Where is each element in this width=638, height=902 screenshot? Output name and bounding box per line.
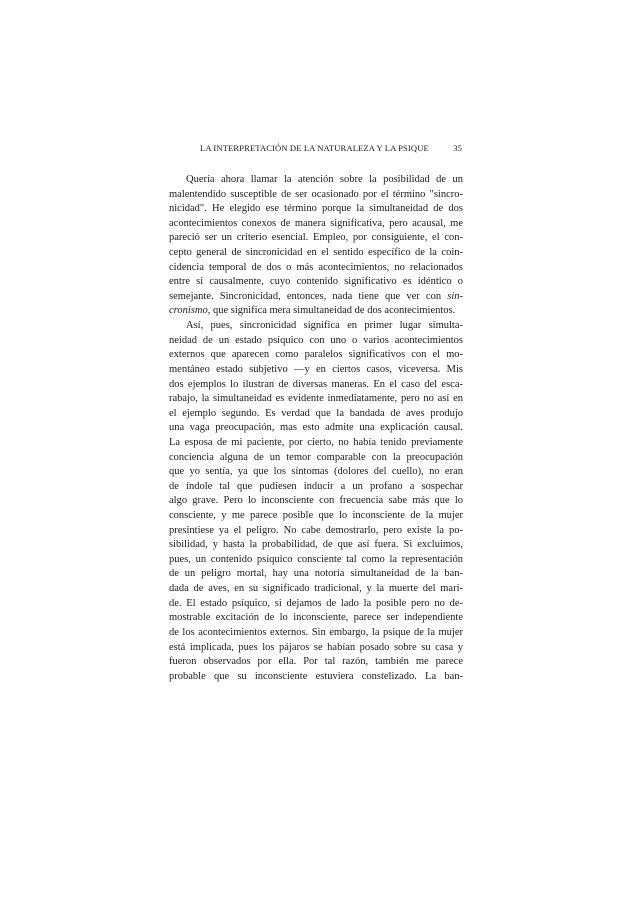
text-line: probable que su inconsciente estuviera constelizado. La ban-: [169, 670, 463, 682]
italic-term: sin-: [447, 290, 463, 302]
text-line: de los acontecimientos externos. Sin embargo, la psique de la mujer: [169, 626, 463, 638]
text-line: acontecimientos conexos de manera significativa, pero acausal, me: [169, 217, 463, 229]
running-title: LA INTERPRETACIÓN DE LA NATURALEZA Y LA PSIQUE: [200, 143, 429, 153]
text-line: neidad de un estado psíquico con uno o varios acontecimientos: [169, 334, 463, 346]
text-line: rabajo, la simultaneidad es evidente inmediatamente, pero no así en: [169, 393, 463, 405]
text-line: mostrable excitación de lo inconsciente, parece ser independiente: [169, 612, 463, 624]
text-line: de un peligro mortal, hay una notoria simultaneidad de la ban-: [169, 568, 463, 580]
text-line: algo grave. Pero lo inconsciente con frecuencia sabe más que lo: [169, 495, 463, 507]
text-line: de índole tal que pudiesen inducir a un profano a sospechar: [169, 480, 463, 492]
text-line: semejante. Sincronicidad, entonces, nada tiene que ver con sin-: [169, 290, 463, 302]
text-line: mentáneo estado subjetivo —y en ciertos casos, viceversa. Mis: [169, 363, 463, 375]
text-line: una vaga preocupación, mas esto admite una explicación causal.: [169, 422, 463, 434]
text-line: nicidad". He elegido ese término porque la simultaneidad de dos: [169, 203, 463, 215]
text-line: sibilidad, y hasta la probabilidad, de que así fuera. Si excluimos,: [169, 539, 463, 551]
italic-term: cronismo,: [169, 305, 211, 317]
page-number: 35: [453, 143, 462, 153]
text-line: de. El estado psíquico, si dejamos de lado la posible pero no de-: [169, 597, 463, 609]
body-text: [169, 173, 463, 684]
text-line: consciente, y me parece posible que lo inconsciente de la mujer: [169, 510, 463, 522]
text-line: pareció ser un criterio esencial. Empleo, por consiguiente, el con-: [169, 232, 463, 244]
running-header: [200, 141, 462, 155]
text-line: Quería ahora llamar la atención sobre la posibilidad de un: [186, 174, 463, 185]
text-line: está implicada, pues los pájaros se habían posado sobre su casa y: [169, 641, 463, 653]
text-line: dos ejemplos lo ilustran de diversas maneras. En el caso del esca-: [169, 378, 463, 390]
text-line: entre sí causalmente, cuyo contenido significativo es idéntico o: [169, 276, 463, 288]
text-line: cronismo, que significa mera simultaneidad de dos acontecimientos.: [169, 305, 456, 317]
text-line: que yo sentía, ya que los síntomas (dolores del cuello), no eran: [169, 466, 463, 478]
text-line: el ejemplo segundo. Es verdad que la bandada de aves produjo: [169, 407, 463, 419]
text-line: externos que aparecen como paralelos significativos con el mo-: [169, 349, 463, 361]
text-line: presintiese ya el peligro. No cabe demostrarlo, pero existe la po-: [169, 524, 463, 536]
text-line: cidencia temporal de dos o más acontecimientos, no relacionados: [169, 261, 463, 273]
text-line: malentendido susceptible de ser ocasionado por el término "sincro-: [169, 188, 463, 200]
text-line: dada de aves, en su significado tradicional, y la muerte del mari-: [169, 583, 463, 595]
text-line: pues, un contenido psíquico consciente tal como la representación: [169, 553, 463, 565]
text-line: La esposa de mi paciente, por cierto, no había tenido previamente: [169, 436, 463, 448]
text-line: cepto general de sincronicidad en el sentido específico de la coin-: [169, 247, 463, 259]
text-line: Así, pues, sincronicidad significa en primer lugar simulta-: [186, 320, 463, 332]
text-line: conciencia alguna de un temor comparable con la preocupación: [169, 451, 463, 463]
text-line: fueron observados por ella. Por tal razón, también me parece: [169, 656, 463, 668]
